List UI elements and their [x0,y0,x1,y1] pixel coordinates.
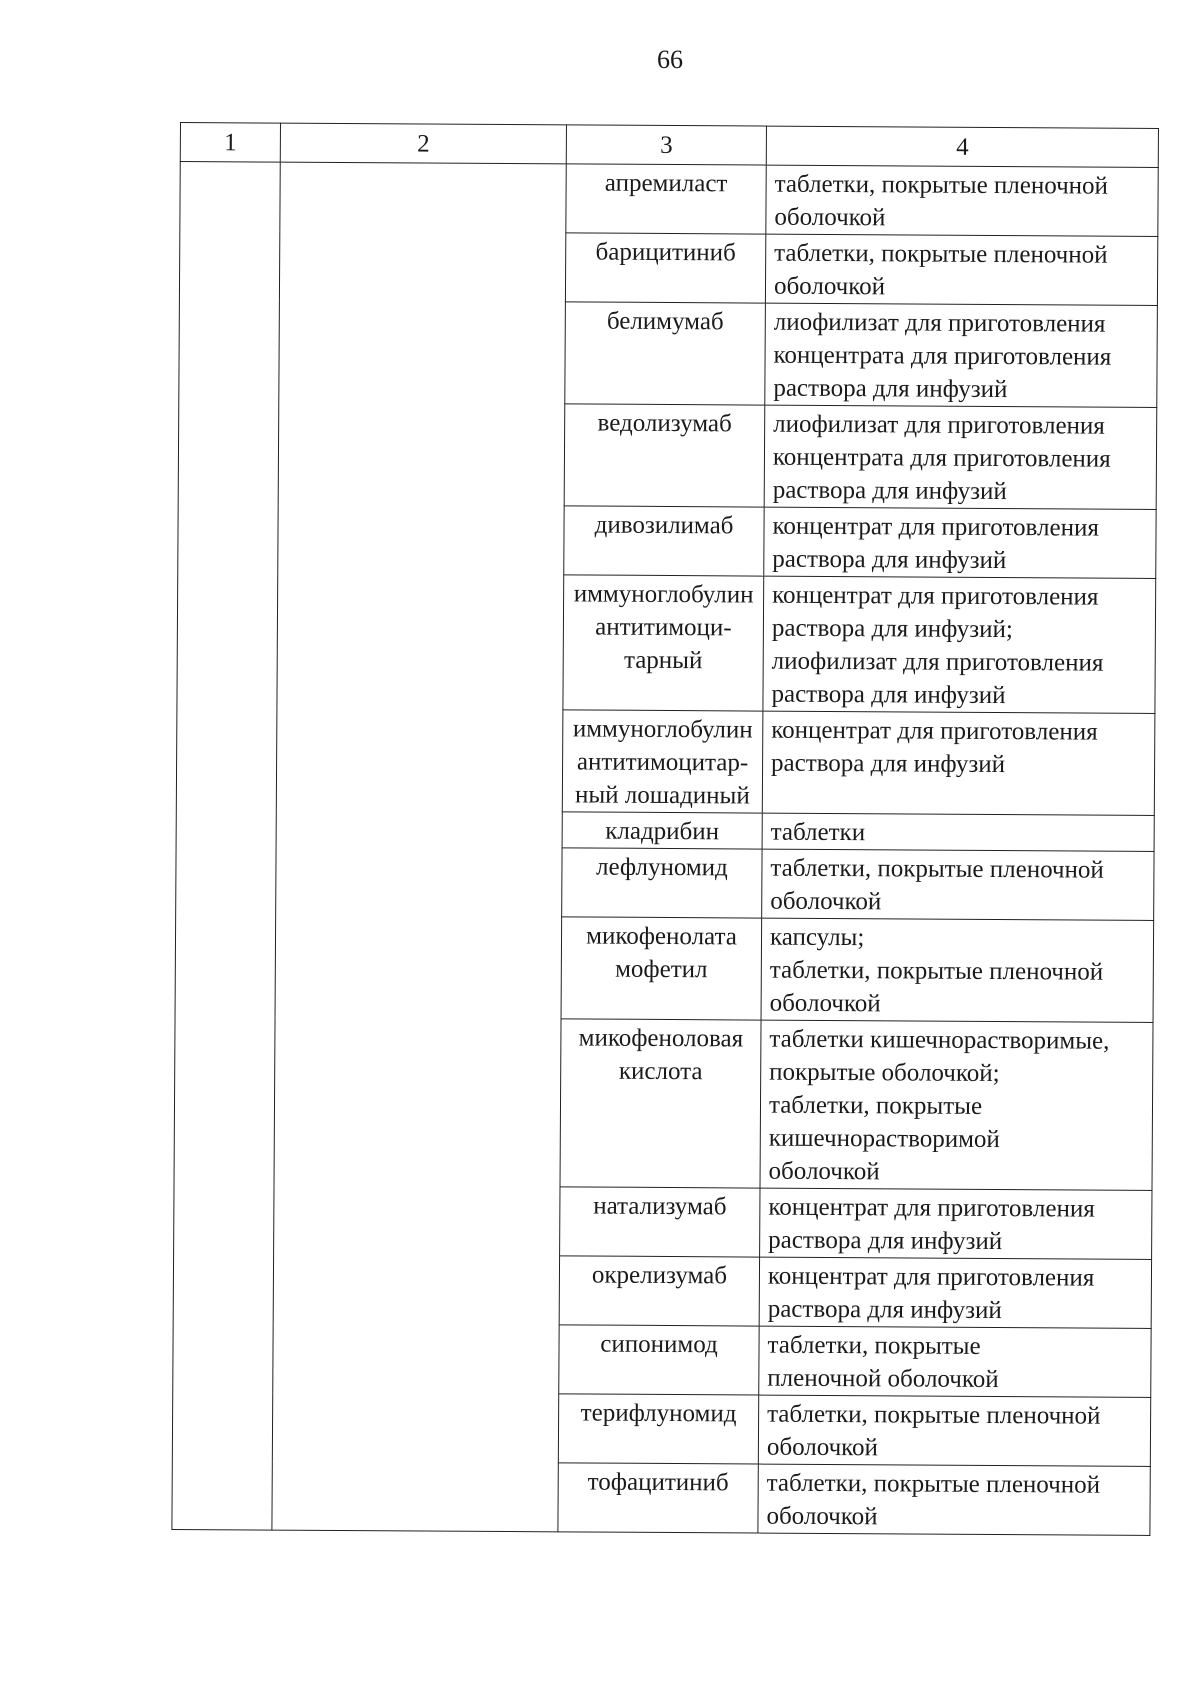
dosage-form-line: раствора для инфузий [767,1295,1002,1325]
dosage-form-line: концентрат для приготовления [767,1262,1095,1292]
dosage-form-line: таблетки [770,818,866,847]
dosage-form-line: раствора для инфузий [772,476,1007,506]
drug-name-line: антитимоцитар- [576,748,749,777]
dosage-form-line: покрытые оболочкой; [769,1058,1000,1088]
drug-name-line: ведолизумаб [597,409,732,438]
dosage-form-cell [764,405,1157,509]
drug-name-cell [558,1394,758,1464]
dosage-form-line: таблетки, покрытые [767,1331,981,1360]
dosage-form-cell [766,165,1158,236]
drug-name-line: сипонимод [600,1330,718,1359]
dosage-form-line: раствора для инфузий [771,749,1006,779]
dosage-form-cell [762,711,1155,815]
dosage-form-line: концентрат для приготовления [772,581,1099,611]
drug-name-line: окрелизумаб [591,1261,728,1290]
dosage-form-cell [762,849,1154,920]
drug-name-cell [564,506,764,576]
dosage-form-cell [758,1464,1150,1535]
drug-name-line: ный лошадиный [574,781,750,810]
drug-name-cell [560,1187,760,1257]
drug-name-cell [559,1325,759,1395]
dosage-form-line: таблетки кишечнорастворимые, [769,1025,1110,1055]
dosage-form-line: оболочкой [766,1433,879,1462]
dosage-form-line: концентрат для приготовления [768,1193,1095,1223]
dosage-form-cell [764,507,1156,578]
dosage-form-line: оболочкой [769,989,881,1018]
drug-name-line: кладрибин [605,817,720,846]
dosage-form-cell [765,303,1158,407]
dosage-form-line: оболочкой [774,203,886,232]
dosage-form-line: раствора для инфузий [768,1226,1003,1256]
header-col-4: 4 [766,126,1158,167]
dosage-form-line: оболочкой [773,272,886,301]
drug-name-line: кислота [618,1057,703,1086]
drug-name-cell [563,575,764,711]
dosage-form-cell [760,1020,1153,1190]
col-2-empty-cell [272,162,566,1532]
drug-name-line: тарный [623,646,703,675]
dosage-form-line: таблетки, покрытые пленочной [774,170,1109,200]
drug-name-cell [565,233,765,303]
dosage-form-line: раствора для инфузий [772,545,1007,575]
dosage-form-line: таблетки, покрытые [768,1091,983,1120]
drug-name-cell [565,302,766,405]
dosage-form-line: таблетки, покрытые пленочной [769,956,1104,986]
dosage-form-line: пленочной оболочкой [767,1364,999,1394]
dosage-form-line: концентрат для приготовления [772,512,1099,542]
dosage-form-cell [762,813,1154,851]
header-col-2: 2 [280,123,566,164]
dosage-form-cell [758,1395,1150,1466]
dosage-form-line: раствора для инфузий [773,374,1008,404]
drug-name-line: антитимоци- [595,613,732,642]
dosage-form-cell [759,1326,1151,1397]
dosage-form-line: концентрата для приготовления [772,443,1111,473]
drug-name-cell [562,710,763,813]
drug-name-line: лефлуномид [595,853,728,882]
drug-name-line: натализумаб [593,1192,727,1221]
drug-name-cell [562,848,762,918]
dosage-form-line: капсулы; [769,923,865,952]
drug-name-line: иммуноглобулин [572,715,753,744]
table-header-row [180,123,1158,168]
drug-name-line: апремиласт [604,169,728,198]
dosage-form-line: таблетки, покрытые пленочной [770,854,1104,884]
dosage-form-cell [760,1188,1152,1259]
dosage-form-line: таблетки, покрытые пленочной [774,239,1108,269]
dosage-form-line: кишечнорастворимой [768,1124,1000,1154]
dosage-form-line: раствора для инфузий; [771,614,1013,644]
drug-table [171,122,1159,1536]
dosage-form-line: оболочкой [768,1157,880,1186]
drug-name-line: иммуноглобулин [573,580,754,609]
drug-name-line: дивозилимаб [594,511,734,540]
drug-name-cell [559,1256,759,1326]
page-number: 66 [657,45,683,74]
dosage-form-cell [763,576,1156,713]
drug-name-cell [561,917,762,1020]
dosage-form-line: лиофилизат для приготовления [771,647,1104,677]
drug-name-line: белимумаб [606,307,724,336]
dosage-form-line: таблетки, покрытые пленочной [767,1400,1101,1430]
dosage-form-line: оболочкой [766,1502,878,1531]
dosage-form-line: концентрата для приготовления [773,341,1112,371]
drug-name-line: тофацитиниб [587,1468,729,1497]
dosage-form-line: лиофилизат для приготовления [773,410,1105,440]
drug-name-cell [558,1463,758,1533]
dosage-form-line: концентрат для приготовления [771,716,1098,746]
drug-name-line: барицитиниб [595,238,736,267]
drug-name-cell [566,164,766,234]
dosage-form-cell [761,918,1154,1022]
table-row [180,162,1158,237]
dosage-form-line: таблетки, покрытые пленочной [766,1469,1101,1499]
dosage-form-line: оболочкой [770,887,882,916]
drug-name-line: микофеноловая [578,1024,744,1053]
dosage-form-line: лиофилизат для приготовления [773,308,1106,338]
drug-name-line: мофетил [615,955,708,984]
dosage-form-cell [759,1257,1151,1328]
drug-name-cell [560,1019,761,1188]
drug-name-line: терифлуномид [580,1399,737,1428]
header-col-3: 3 [566,125,766,165]
header-col-1: 1 [180,123,280,163]
drug-name-line: микофенолата [586,922,737,951]
col-1-empty-cell [172,162,280,1531]
dosage-form-cell [765,234,1157,305]
dosage-form-line: раствора для инфузий [771,680,1006,710]
drug-name-cell [564,404,765,507]
drug-name-cell [562,812,762,849]
